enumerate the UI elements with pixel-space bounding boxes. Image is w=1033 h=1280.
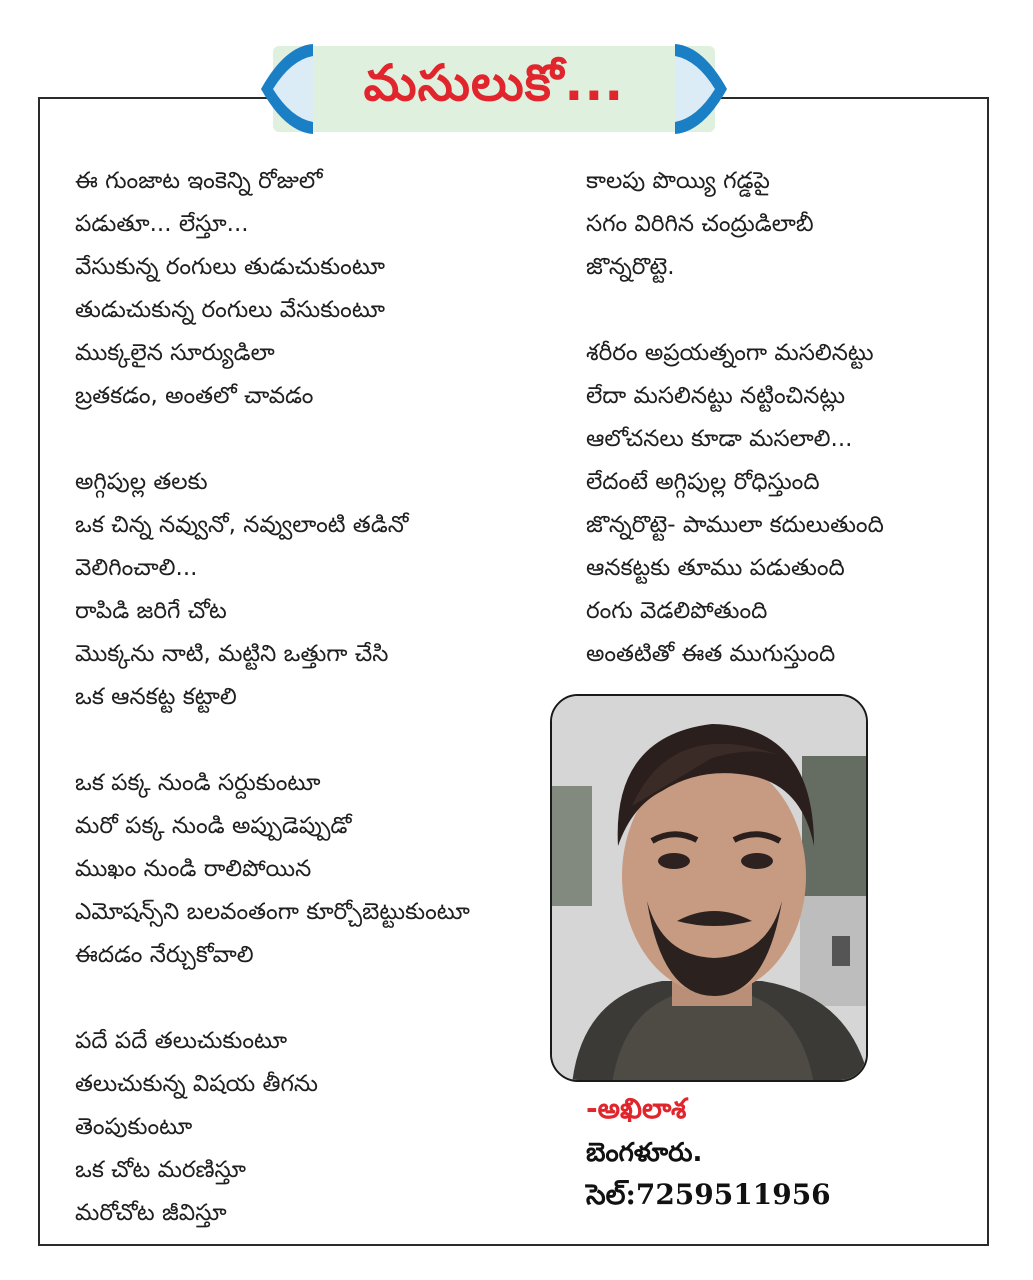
author-phone: సెల్:7259511956	[586, 1178, 831, 1211]
poem-line: పడుతూ... లేస్తూ...	[75, 211, 249, 237]
poem-line: లేదంటే అగ్గిపుల్ల రోధిస్తుంది	[586, 469, 820, 495]
author-portrait-illustration	[552, 696, 868, 1082]
poem-line: సగం విరిగిన చంద్రుడిలాబీ	[586, 211, 814, 237]
author-name: -అఖిలాశ	[586, 1092, 687, 1125]
poem-line: ఆలోచనలు కూడా మసలాలి...	[586, 426, 853, 452]
poem-line: తుడుచుకున్న రంగులు వేసుకుంటూ	[75, 297, 385, 323]
poem-line: అంతటితో ఈత ముగుస్తుంది	[586, 641, 836, 667]
poem-line: మరో పక్క నుండి అప్పుడెప్పుడో	[75, 813, 352, 839]
poem-line: జొన్నరొట్టె- పాములా కదులుతుంది	[586, 512, 884, 538]
poem-line: ఈదడం నేర్చుకోవాలి	[75, 942, 254, 968]
title-banner	[255, 42, 733, 136]
poem-line: వేసుకున్న రంగులు తుడుచుకుంటూ	[75, 254, 385, 280]
poem-line: తలుచుకున్న విషయ తీగను	[75, 1071, 318, 1097]
poem-line: బ్రతకడం, అంతలో చావడం	[75, 383, 314, 409]
poem-line: పదే పదే తలుచుకుంటూ	[75, 1028, 288, 1054]
stanza	[75, 762, 545, 977]
poem-line: వెలిగించాలి...	[75, 555, 198, 581]
author-place: బెంగళూరు.	[586, 1138, 703, 1168]
author-photo	[550, 694, 868, 1082]
poem-line: ఒక చోట మరణిస్తూ	[75, 1157, 247, 1183]
poem-line: ముఖం నుండి రాలిపోయిన	[75, 856, 312, 882]
poem-line: మరోచోట జీవిస్తూ	[75, 1200, 227, 1226]
stanza	[75, 1020, 545, 1235]
poem-line: లేదా మసలినట్టు నట్టించినట్లు	[586, 383, 846, 409]
poem-title: మసులుకో...	[363, 54, 625, 112]
poem-line: ఒక ఆనకట్ట కట్టాలి	[75, 684, 237, 710]
stanza	[75, 160, 545, 418]
stanza	[586, 332, 976, 676]
poem-line: ఎమోషన్స్‌ని బలవంతంగా కూర్చోబెట్టుకుంటూ	[75, 899, 470, 925]
poem-left-column	[75, 160, 545, 1235]
poem-line: ముక్కలైన సూర్యుడిలా	[75, 340, 275, 366]
poem-line: అగ్గిపుల్ల తలకు	[75, 469, 208, 495]
poem-line: శరీరం అప్రయత్నంగా మసలినట్టు	[586, 340, 874, 366]
poem-line: జొన్నరొట్టె.	[586, 254, 675, 280]
stanza	[586, 160, 976, 289]
poem-line: మొక్కను నాటి, మట్టిని ఒత్తుగా చేసి	[75, 641, 389, 667]
poem-line: ఒక చిన్న నవ్వునో, నవ్వులాంటి తడినో	[75, 512, 409, 538]
poem-line: ఈ గుంజాట ఇంకెన్ని రోజులో	[75, 168, 323, 194]
poem-line: కాలపు పొయ్యి గడ్డపై	[586, 168, 770, 194]
poem-line: రాపిడి జరిగే చోట	[75, 598, 227, 624]
stanza	[75, 461, 545, 719]
poem-line: రంగు వెడలిపోతుంది	[586, 598, 768, 624]
poem-line: ఆనకట్టకు తూము పడుతుంది	[586, 555, 845, 581]
poem-line: తెంపుకుంటూ	[75, 1114, 193, 1140]
poem-line: ఒక పక్క నుండి సర్దుకుంటూ	[75, 770, 321, 796]
poem-right-column	[586, 160, 976, 676]
